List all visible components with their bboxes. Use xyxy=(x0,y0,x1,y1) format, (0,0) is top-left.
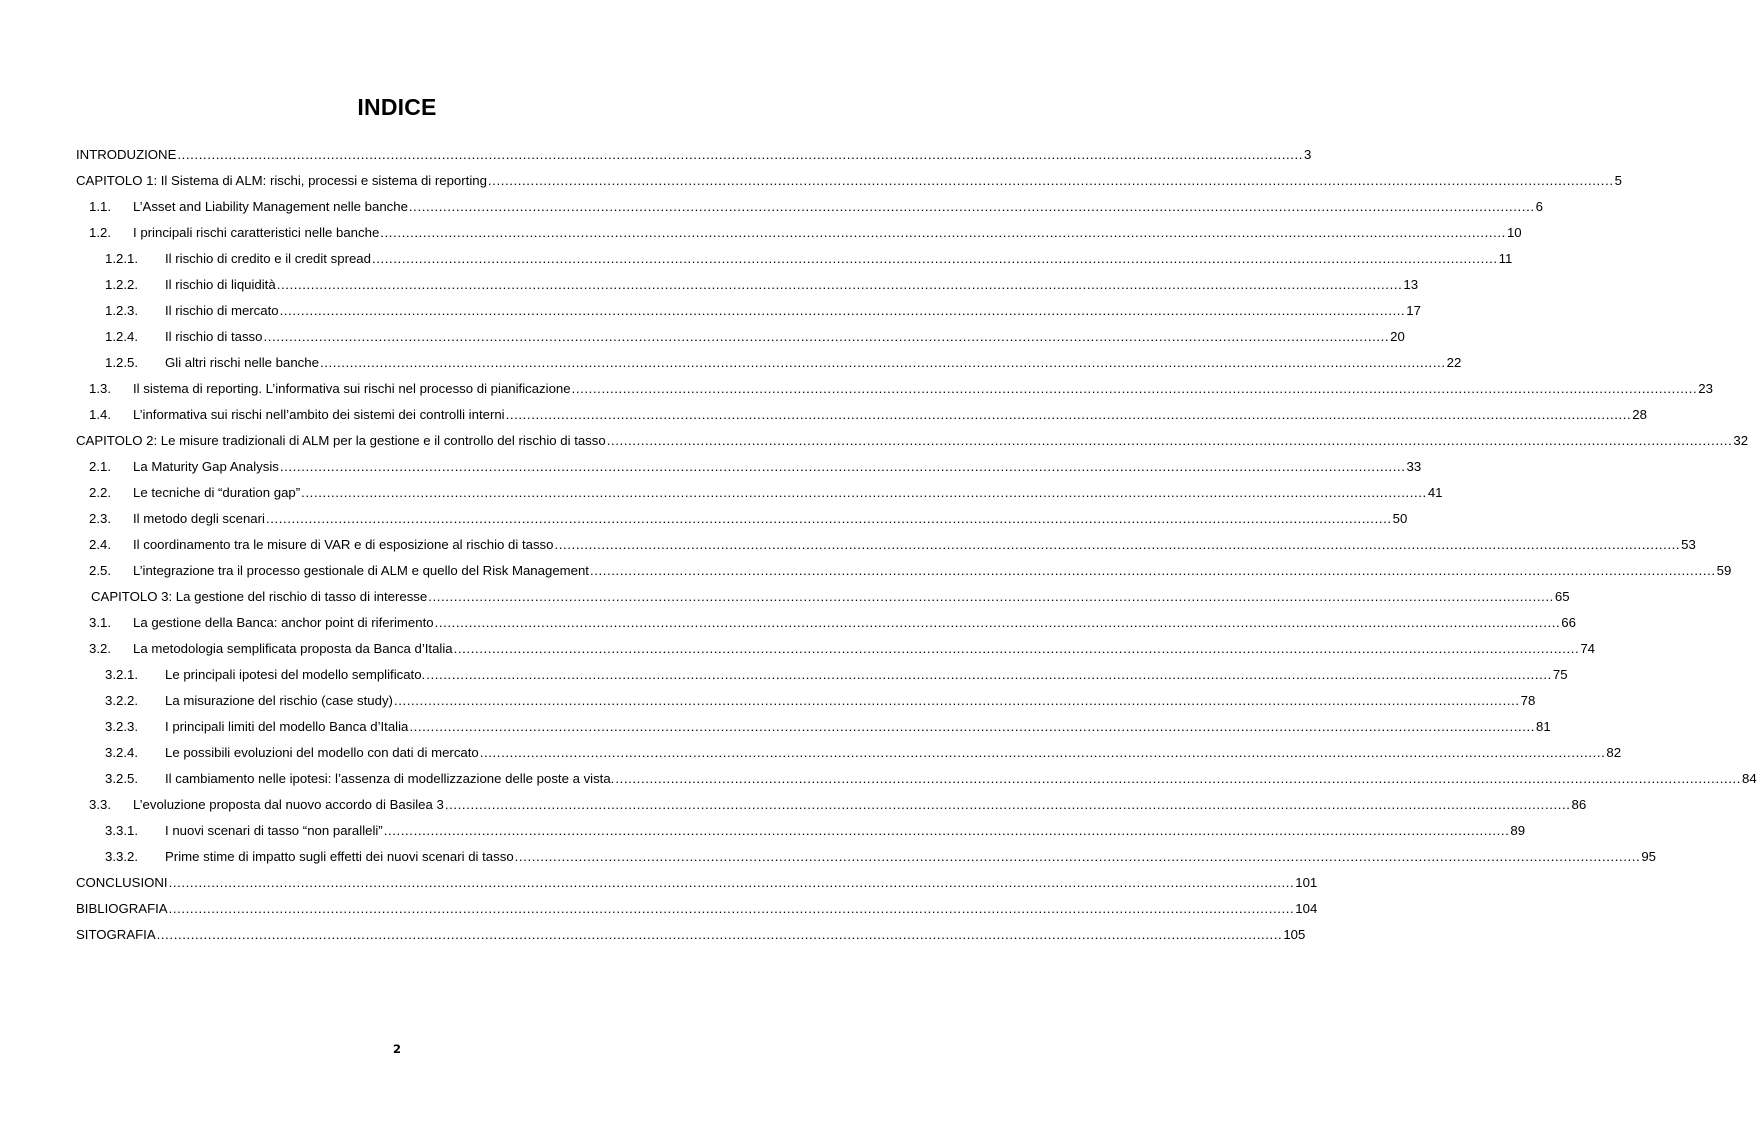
toc-entry-label: Le tecniche di “duration gap” xyxy=(133,485,301,500)
toc-entry-label: L’integrazione tra il processo gestionale di ALM e quello del Risk Management xyxy=(133,563,589,578)
toc-entry-page: 10 xyxy=(1506,225,1522,240)
toc-entry-label: Il coordinamento tra le misure di VAR e di esposizione al rischio di tasso xyxy=(133,537,554,552)
toc-entry[interactable] xyxy=(76,849,1656,875)
toc-entry-page: 101 xyxy=(1295,875,1318,890)
toc-entry[interactable] xyxy=(76,563,1732,589)
toc-entry-label: Le possibili evoluzioni del modello con dati di mercato xyxy=(165,745,479,760)
toc-entry[interactable] xyxy=(76,433,1749,459)
toc-entry-page: 23 xyxy=(1698,381,1713,396)
toc-dot-leader xyxy=(607,433,1733,448)
toc-entry[interactable] xyxy=(76,823,1526,849)
toc-entry-label: Prime stime di impatto sugli effetti dei nuovi scenari di tasso xyxy=(165,849,514,864)
toc-entry-number: 2.2. xyxy=(89,485,111,500)
toc-entry[interactable] xyxy=(76,147,1312,173)
toc-entry-label: L’informativa sui rischi nell’ambito dei sistemi dei controlli interni xyxy=(133,407,505,422)
toc-entry-number: 3.3.2. xyxy=(105,849,138,864)
toc-entry-label: La gestione della Banca: anchor point di riferimento xyxy=(133,615,434,630)
toc-entry-label: Il cambiamento nelle ipotesi: l’assenza di modellizzazione delle poste a vista. xyxy=(165,771,615,786)
toc-entry-page: 65 xyxy=(1554,589,1570,604)
toc-entry-label: Le principali ipotesi del modello semplificato. xyxy=(165,667,426,682)
toc-dot-leader xyxy=(426,667,1552,682)
page-title: INDICE xyxy=(357,94,437,120)
toc-entry-number: 2.4. xyxy=(89,537,111,552)
toc-entry-label: Gli altri rischi nelle banche xyxy=(165,355,319,370)
toc-entry-page: 11 xyxy=(1498,251,1513,266)
toc-dot-leader xyxy=(506,407,1632,422)
toc-entry-label: I nuovi scenari di tasso “non paralleli” xyxy=(165,823,383,838)
toc-entry-label: INTRODUZIONE xyxy=(76,147,177,162)
toc-entry-page: 32 xyxy=(1733,433,1749,448)
toc-entry[interactable] xyxy=(76,589,1570,615)
toc-entry-number: 3.2.4. xyxy=(105,745,138,760)
toc-entry[interactable] xyxy=(76,173,1622,199)
toc-dot-leader xyxy=(384,823,1510,838)
toc-dot-leader xyxy=(266,511,1392,526)
toc-entry[interactable] xyxy=(76,797,1587,823)
toc-entry-label: Il rischio di tasso xyxy=(165,329,263,344)
toc-dot-leader xyxy=(320,355,1446,370)
toc-entry-page: 82 xyxy=(1606,745,1622,760)
toc-entry-page: 59 xyxy=(1716,563,1732,578)
toc-entry-number: 2.1. xyxy=(89,459,111,474)
toc-entry-page: 105 xyxy=(1283,927,1306,942)
toc-dot-leader xyxy=(445,797,1571,812)
toc-dot-leader xyxy=(454,641,1580,656)
toc-entry-label: L’Asset and Liability Management nelle banche xyxy=(133,199,408,214)
toc-entry[interactable] xyxy=(76,667,1568,693)
toc-entry-label: Il rischio di credito e il credit spread xyxy=(165,251,371,266)
toc-dot-leader xyxy=(169,901,1295,916)
toc-entry-label: CONCLUSIONI xyxy=(76,875,168,890)
toc-entry-page: 28 xyxy=(1632,407,1647,422)
toc-entry-label: SITOGRAFIA xyxy=(76,927,156,942)
toc-entry-number: 1.2.2. xyxy=(105,277,138,292)
toc-entry-page: 75 xyxy=(1552,667,1568,682)
toc-entry-number: 1.2. xyxy=(89,225,111,240)
toc-entry-number: 3.3. xyxy=(89,797,111,812)
toc-dot-leader xyxy=(280,459,1406,474)
toc-entry-page: 6 xyxy=(1535,199,1543,214)
toc-entry-label: Il metodo degli scenari xyxy=(133,511,265,526)
toc-entry-label: CAPITOLO 3: La gestione del rischio di tasso di interesse xyxy=(91,589,428,604)
toc-entry-label: Il sistema di reporting. L’informativa sui rischi nel processo di pianificazione xyxy=(133,381,571,396)
toc-entry-number: 2.3. xyxy=(89,511,111,526)
toc-entry-number: 3.3.1. xyxy=(105,823,138,838)
toc-dot-leader xyxy=(169,875,1295,890)
toc-entry[interactable] xyxy=(76,927,1306,953)
toc-entry-number: 3.2.3. xyxy=(105,719,138,734)
toc-entry-page: 66 xyxy=(1561,615,1576,630)
toc-entry[interactable] xyxy=(76,199,1543,225)
toc-entry[interactable] xyxy=(76,719,1551,745)
toc-entry-page: 20 xyxy=(1390,329,1405,344)
toc-entry[interactable] xyxy=(76,641,1595,667)
toc-entry-page: 95 xyxy=(1641,849,1656,864)
toc-dot-leader xyxy=(372,251,1498,266)
toc-entry[interactable] xyxy=(76,615,1576,641)
toc-dot-leader xyxy=(428,589,1554,604)
toc-entry-page: 104 xyxy=(1295,901,1318,916)
toc-entry-number: 1.2.1. xyxy=(105,251,138,266)
toc-entry[interactable] xyxy=(76,459,1422,485)
toc-entry[interactable] xyxy=(76,537,1696,563)
toc-dot-leader xyxy=(590,563,1716,578)
toc-entry-number: 1.2.4. xyxy=(105,329,138,344)
toc-dot-leader xyxy=(409,199,1535,214)
toc-entry[interactable] xyxy=(76,875,1318,901)
toc-dot-leader xyxy=(515,849,1641,864)
toc-entry[interactable] xyxy=(76,225,1522,251)
toc-entry-label: CAPITOLO 2: Le misure tradizionali di ALM per la gestione e il controllo del rischio di tasso xyxy=(76,433,606,448)
toc-entry[interactable] xyxy=(76,277,1419,303)
toc-entry-page: 50 xyxy=(1392,511,1408,526)
toc-entry-page: 22 xyxy=(1446,355,1462,370)
toc-entry-page: 78 xyxy=(1520,693,1536,708)
toc-entry-page: 74 xyxy=(1580,641,1595,656)
toc-entry-page: 17 xyxy=(1406,303,1421,318)
toc-entry[interactable] xyxy=(76,407,1647,433)
toc-dot-leader xyxy=(380,225,1506,240)
toc-entry-page: 33 xyxy=(1406,459,1422,474)
toc-entry-number: 1.3. xyxy=(89,381,111,396)
toc-dot-leader xyxy=(572,381,1698,396)
toc-entry-page: 13 xyxy=(1403,277,1419,292)
table-of-contents xyxy=(76,147,1757,953)
toc-entry-label: I principali limiti del modello Banca d’Italia xyxy=(165,719,409,734)
toc-entry-number: 3.2.1. xyxy=(105,667,138,682)
toc-entry-label: CAPITOLO 1: Il Sistema di ALM: rischi, processi e sistema di reporting xyxy=(76,173,487,188)
toc-dot-leader xyxy=(555,537,1681,552)
toc-dot-leader xyxy=(435,615,1561,630)
toc-entry-page: 53 xyxy=(1681,537,1696,552)
toc-entry-number: 1.1. xyxy=(89,199,111,214)
toc-dot-leader xyxy=(394,693,1520,708)
toc-entry-label: La metodologia semplificata proposta da Banca d’Italia xyxy=(133,641,453,656)
toc-dot-leader xyxy=(277,277,1403,292)
toc-entry-number: 3.2. xyxy=(89,641,111,656)
toc-entry-page: 3 xyxy=(1304,147,1312,162)
toc-entry-page: 5 xyxy=(1614,173,1622,188)
toc-entry[interactable] xyxy=(76,511,1408,537)
toc-entry-number: 3.1. xyxy=(89,615,111,630)
toc-entry[interactable] xyxy=(76,745,1622,771)
toc-entry-label: La Maturity Gap Analysis xyxy=(133,459,279,474)
toc-entry[interactable] xyxy=(76,901,1318,927)
toc-dot-leader xyxy=(409,719,1535,734)
toc-entry-label: L’evoluzione proposta dal nuovo accordo di Basilea 3 xyxy=(133,797,444,812)
toc-dot-leader xyxy=(280,303,1406,318)
toc-entry-label: I principali rischi caratteristici nelle banche xyxy=(133,225,380,240)
toc-entry[interactable] xyxy=(76,771,1757,797)
toc-dot-leader xyxy=(480,745,1606,760)
toc-entry[interactable] xyxy=(76,381,1713,407)
toc-entry-number: 3.2.2. xyxy=(105,693,138,708)
toc-dot-leader xyxy=(263,329,1389,344)
toc-dot-leader xyxy=(157,927,1283,942)
toc-entry[interactable] xyxy=(76,251,1513,277)
toc-entry-number: 1.2.5. xyxy=(105,355,138,370)
toc-entry-page: 86 xyxy=(1571,797,1587,812)
toc-entry-page: 84 xyxy=(1742,771,1757,786)
toc-entry[interactable] xyxy=(76,693,1536,719)
toc-entry-label: La misurazione del rischio (case study) xyxy=(165,693,393,708)
toc-entry-label: BIBLIOGRAFIA xyxy=(76,901,168,916)
toc-entry-page: 41 xyxy=(1427,485,1443,500)
toc-entry[interactable] xyxy=(76,303,1421,329)
toc-entry[interactable] xyxy=(76,355,1462,381)
toc-entry-page: 81 xyxy=(1536,719,1551,734)
toc-dot-leader xyxy=(488,173,1614,188)
toc-entry-number: 1.2.3. xyxy=(105,303,138,318)
toc-entry-label: Il rischio di mercato xyxy=(165,303,279,318)
toc-entry-number: 3.2.5. xyxy=(105,771,138,786)
page-number: 2 xyxy=(392,1042,401,1056)
toc-entry-label: Il rischio di liquidità xyxy=(165,277,276,292)
toc-entry[interactable] xyxy=(76,329,1405,355)
toc-entry-number: 1.4. xyxy=(89,407,111,422)
toc-dot-leader xyxy=(615,771,1741,786)
toc-entry-page: 89 xyxy=(1510,823,1526,838)
toc-entry-number: 2.5. xyxy=(89,563,111,578)
toc-entry[interactable] xyxy=(76,485,1443,511)
toc-dot-leader xyxy=(301,485,1427,500)
toc-dot-leader xyxy=(177,147,1303,162)
